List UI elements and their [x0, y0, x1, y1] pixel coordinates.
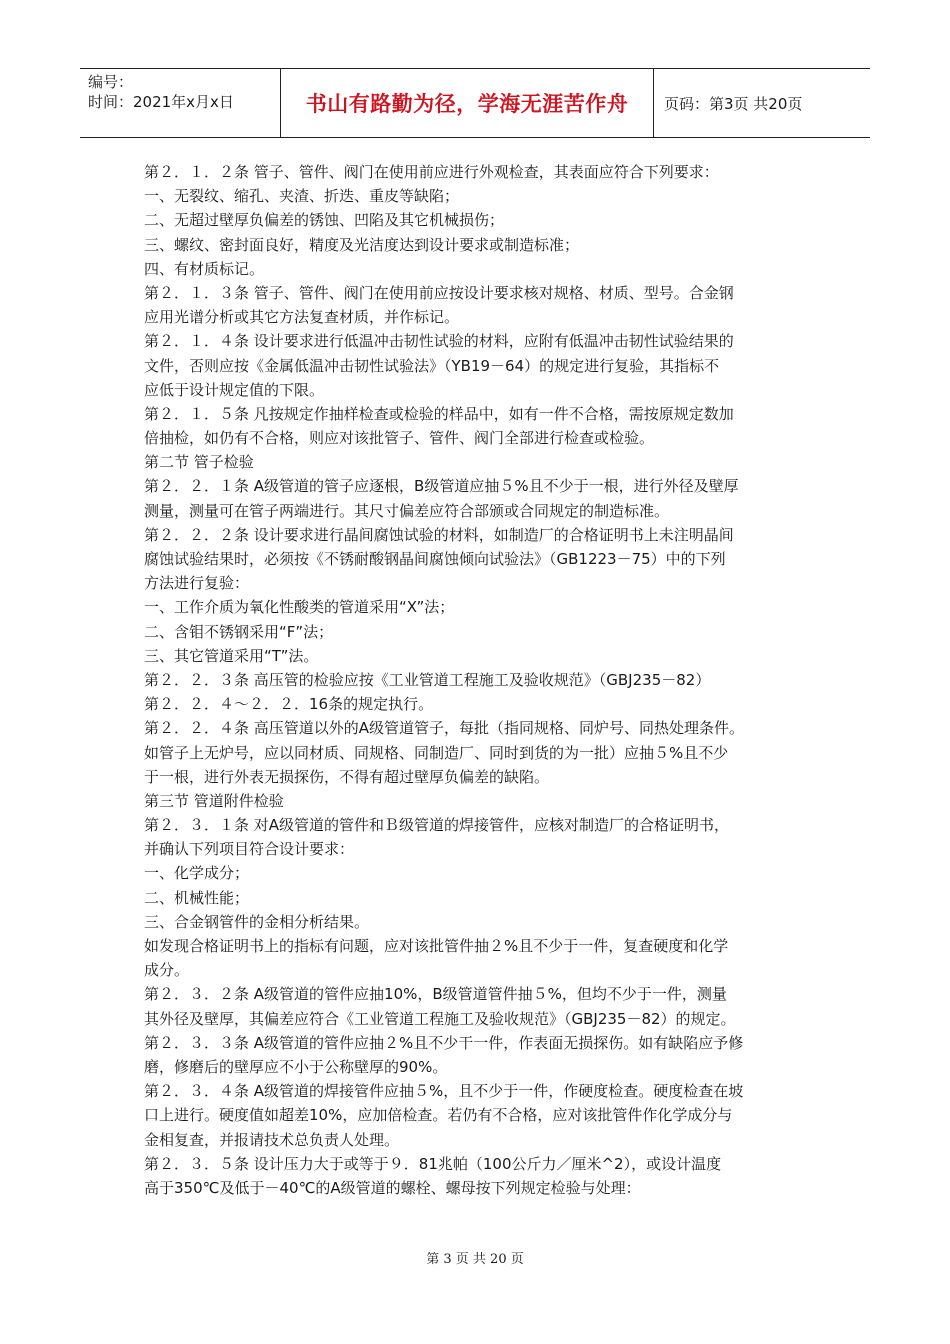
text-line: 第２．３．４条 A级管道的焊接管件应抽５%，且不少于一件，作硬度检查。硬度检查在坡: [144, 1082, 744, 1101]
header-page-number: 页码：第3页 共20页: [664, 94, 803, 113]
text-line: 并确认下列项目符合设计要求：: [144, 840, 355, 859]
text-line: 第２．１．５条 凡按规定作抽样检查或检验的样品中，如有一件不合格，需按原规定数加: [144, 404, 734, 423]
text-line: 第２．２．２条 设计要求进行晶间腐蚀试验的材料，如制造厂的合格证明书上未注明晶间: [144, 525, 734, 544]
text-line: 第２．２．１条 A级管道的管子应逐根，B级管道应抽５%且不少于一根，进行外径及壁厚: [144, 477, 739, 496]
text-line: 方法进行复验：: [144, 574, 250, 593]
page-footer: 第 3 页 共 20 页: [426, 1252, 524, 1267]
text-line: 金相复查，并报请技术总负责人处理。: [144, 1130, 400, 1149]
text-line: 磨，修磨后的壁厚应不小于公称壁厚的90%。: [144, 1057, 448, 1076]
page-header: [80, 68, 870, 138]
text-line: 如发现合格证明书上的指标有问题，应对该批管件抽２%且不少于一件，复查硬度和化学: [144, 937, 729, 955]
header-info-cell: [80, 69, 281, 137]
text-line: 第二节 管子检验: [144, 453, 254, 472]
text-line: 第２．３．１条 对A级管道的管件和Ｂ级管道的焊接管件，应核对制造厂的合格证明书，: [144, 816, 730, 835]
text-line: 如管子上无炉号，应以同材质、同规格、同制造厂、同时到货的为一批）应抽５%且不少: [144, 743, 729, 762]
text-line: 应用光谱分析或其它方法复查材质，并作标记。: [144, 308, 460, 327]
text-line: 一、无裂纹、缩孔、夹渣、折迭、重皮等缺陷；: [144, 187, 460, 206]
text-line: 测量，测量可在管子两端进行。其尺寸偏差应符合部颁或合同规定的制造标准。: [144, 501, 670, 520]
text-line: 第２．１．３条 管子、管件、阀门在使用前应按设计要求核对规格、材质、型号。合金钢: [144, 283, 734, 302]
text-line: 第２．３．２条 A级管道的管件应抽10%，B级管道管件抽５%，但均不少于一件，测量: [144, 985, 727, 1004]
text-line: 口上进行。硬度值如超差10%，应加倍检查。若仍有不合格，应对该批管件作化学成分与: [144, 1106, 733, 1125]
text-line: 三、螺纹、密封面良好，精度及光洁度达到设计要求或制造标准；: [144, 235, 580, 254]
header-motto: 书山有路勤为径，学海无涯苦作舟: [281, 69, 654, 137]
text-line: 第２．２．４～２．２．16条的规定执行。: [144, 695, 434, 714]
text-line: 二、含钼不锈钢采用“F”法；: [144, 622, 334, 641]
text-line: 倍抽检，如仍有不合格，则应对该批管子、管件、阀门全部进行检查或检验。: [144, 429, 655, 448]
text-line: 第２．２．３条 高压管的检验应按《工业管道工程施工及验收规范》（GBJ235－82）: [144, 670, 711, 689]
text-line: 第三节 管道附件检验: [144, 791, 284, 810]
document-body: [144, 160, 808, 1200]
text-line: 第２．３．３条 A级管道的管件应抽２%且不少干一件，作表面无损探伤。如有缺陷应予修: [144, 1033, 744, 1052]
text-line: 四、有材质标记。: [144, 259, 265, 278]
text-line: 第２．２．４条 高压管道以外的A级管道管子，每批（指同规格、同炉号、同热处理条件。: [144, 719, 745, 738]
text-line: 二、机械性能；: [144, 888, 250, 907]
text-line: 腐蚀试验结果时，必须按《不锈耐酸钢晶间腐蚀倾向试验法》（GB1223－75）中的下列: [144, 550, 726, 568]
text-line: 二、无超过壁厚负偏差的锈蚀、凹陷及其它机械损伤；: [144, 211, 505, 230]
text-line: 第２．１．２条 管子、管件、阀门在使用前应进行外观检查，其表面应符合下列要求：: [144, 163, 719, 181]
text-line: 成分。: [144, 961, 190, 980]
text-line: 三、其它管道采用“T”法。: [144, 646, 319, 665]
text-line: 于一根，进行外表无损探伤，不得有超过壁厚负偏差的缺陷。: [144, 767, 550, 786]
document-number-label: 编号：: [88, 73, 134, 91]
text-line: 应低于设计规定值的下限。: [144, 380, 325, 399]
text-line: 高于350℃及低于－40℃的A级管道的螺栓、螺母按下列规定检验与处理：: [144, 1178, 641, 1197]
text-line: 第２．１．４条 设计要求进行低温冲击韧性试验的材料，应附有低温冲击韧性试验结果的: [144, 332, 734, 351]
text-line: 一、化学成分；: [144, 864, 250, 883]
document-date-label: 时间：2021年x月x日: [88, 93, 234, 111]
text-line: 三、合金钢管件的金相分析结果。: [144, 912, 370, 931]
text-line: 其外径及壁厚，其偏差应符合《工业管道工程施工及验收规范》（GBJ235－82）的规定。: [144, 1009, 736, 1028]
text-line: 一、工作介质为氧化性酸类的管道采用“X”法；: [144, 598, 455, 617]
text-line: 第２．３．５条 设计压力大于或等于９．81兆帕（100公斤力／厘米^2），或设计温度: [144, 1154, 722, 1173]
text-line: 文件，否则应按《金属低温冲击韧性试验法》（YB19－64）的规定进行复验，其指标不: [144, 356, 720, 375]
